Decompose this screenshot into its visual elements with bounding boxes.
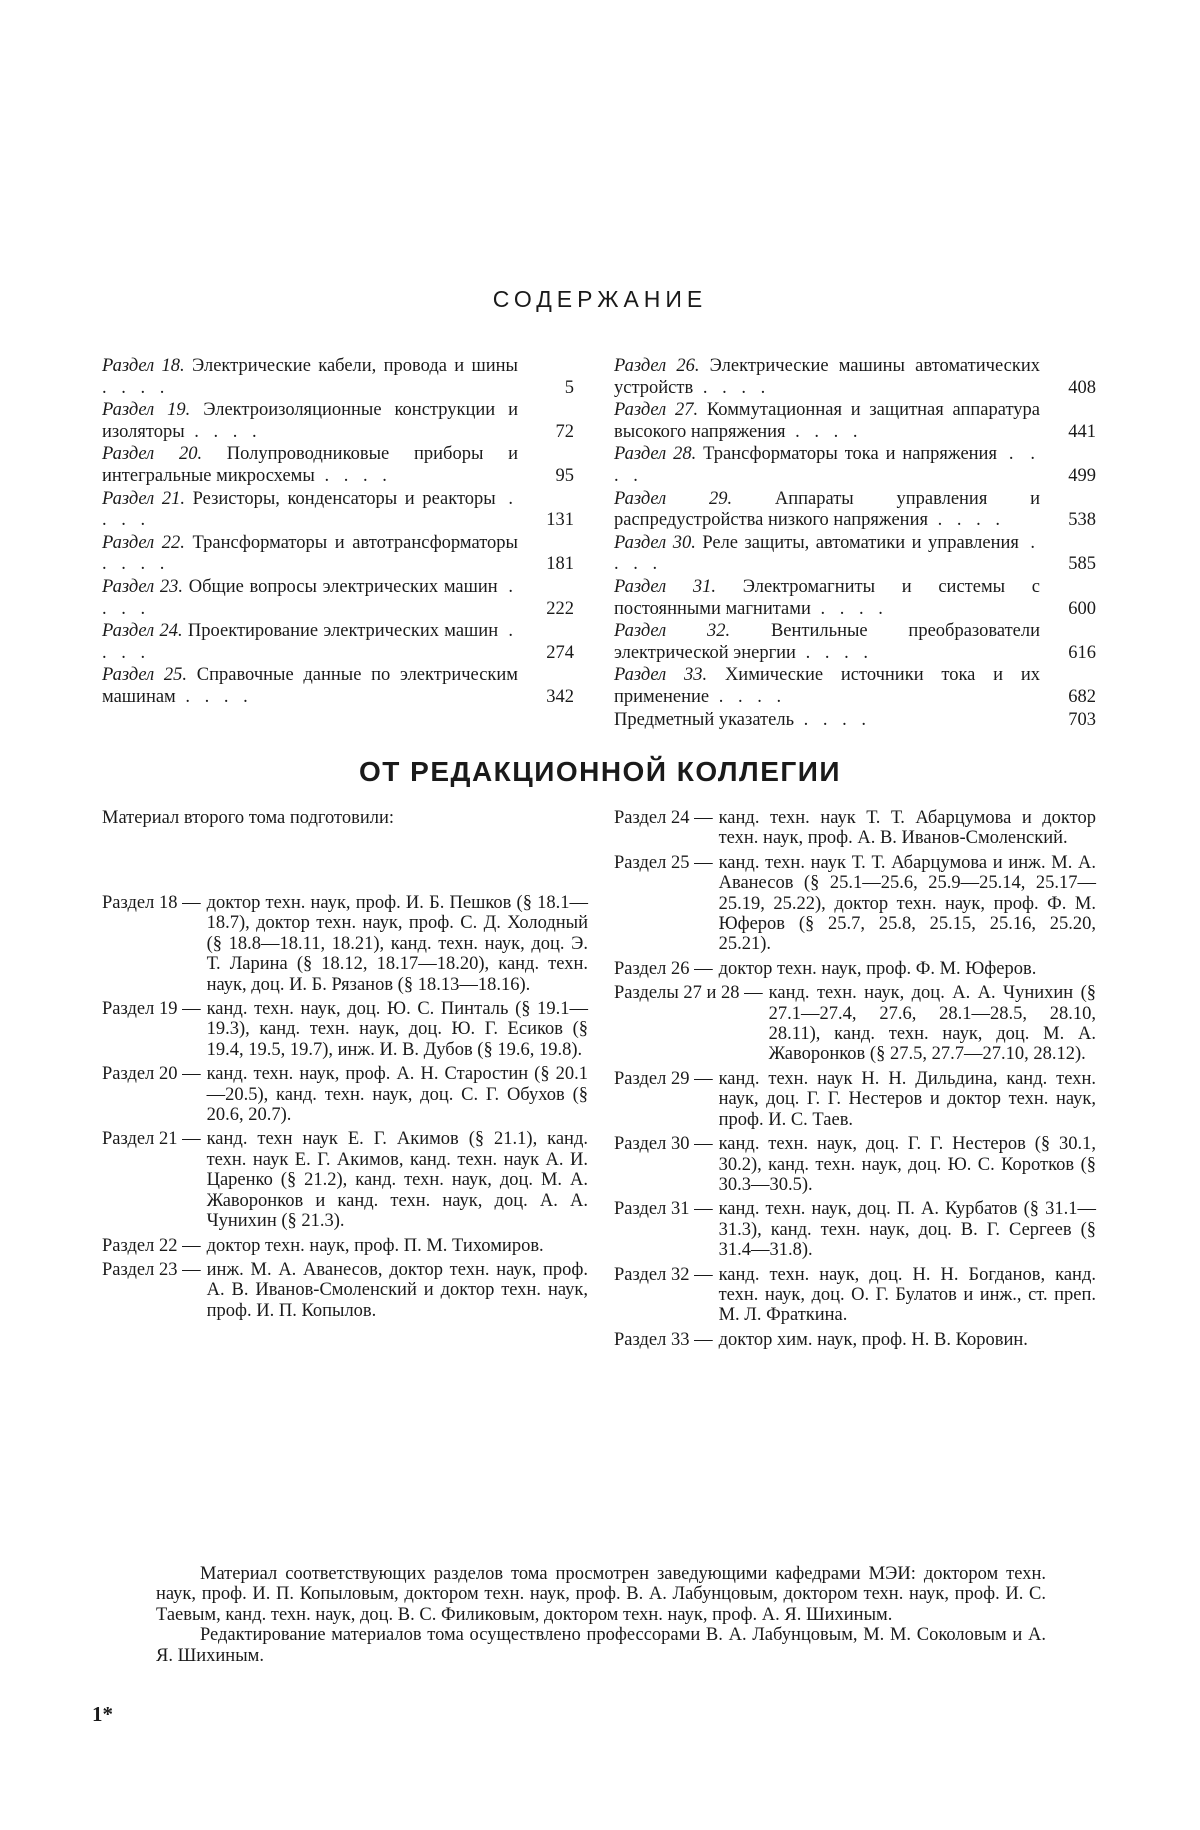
credit-section-label: Раздел 29 — xyxy=(614,1068,713,1089)
toc-leader-dots: . . . . xyxy=(693,377,771,398)
toc-section-label: Раздел 19. xyxy=(102,400,191,421)
toc-section-title: Электроизоляционные конструкции и изоляторы xyxy=(102,400,519,442)
credit-section-label: Раздел 25 — xyxy=(614,852,713,873)
credit-authors: канд. техн. наук Н. Н. Дильдина, канд. техн. наук, доц. Г. Г. Нестеров и доктор техн. наук, проф. И. С. Таев. xyxy=(718,1068,1096,1130)
credit-entry xyxy=(102,893,588,995)
toc-section-label: Раздел 30. xyxy=(614,532,696,553)
credit-entry xyxy=(102,1260,588,1321)
closing-paragraph: Материал соответствующих разделов тома просмотрен заведующими кафедрами МЭИ: доктором техн. наук, проф. И. П. Копыловым, доктором техн. наук, проф. В. А. Лабунцовым, доктором техн. наук, проф. И. С. Таевым, канд. техн. наук, доц. В. С. Филиковым, доктором техн. наук, проф. А. Я. Шихиным. xyxy=(156,1564,1046,1625)
toc-column-right xyxy=(614,356,1096,732)
toc-section-title: Полупроводниковые приборы и интегральные микросхемы xyxy=(102,444,518,486)
toc-page-number: 72 xyxy=(555,421,574,442)
credit-entry xyxy=(614,1069,1096,1130)
toc-page-number: 703 xyxy=(1068,709,1096,730)
credit-authors: инж. М. А. Аванесов, доктор техн. наук, проф. А. В. Иванов-Смоленский и доктор техн. наук, проф. И. П. Копылов. xyxy=(206,1259,588,1321)
toc-page-number: 616 xyxy=(1068,642,1096,663)
toc-leader-dots: . . . . xyxy=(928,510,1005,531)
credit-entry xyxy=(614,1330,1096,1350)
credit-authors: канд. техн. наук, проф. А. Н. Старостин (§ 20.1—20.5), канд. техн. наук, доц. С. Г. Обухов (§ 20.6, 20.7). xyxy=(206,1064,588,1126)
closing-note xyxy=(156,1564,1046,1666)
toc-entry[interactable] xyxy=(614,577,1096,620)
toc-entry[interactable] xyxy=(614,489,1096,532)
closing-paragraph: Редактирование материалов тома осуществлено профессорами В. А. Лабунцовым, М. М. Соколовым и А. Я. Шихиным. xyxy=(156,1625,1046,1666)
credit-authors: канд. техн. наук, доц. Н. Н. Богданов, канд. техн. наук, доц. О. Г. Булатов и инж., ст. преп. М. Л. Фраткина. xyxy=(718,1264,1096,1326)
credit-authors: канд. техн. наук, доц. П. А. Курбатов (§ 31.1—31.3), канд. техн. наук, доц. В. Г. Сергеев (§ 31.4—31.8). xyxy=(718,1199,1096,1261)
toc-page-number: 181 xyxy=(546,554,574,575)
credit-authors: канд. техн. наук, доц. Г. Г. Нестеров (§ 30.1, 30.2), канд. техн. наук, доц. Ю. С. Коротков (§ 30.3—30.5). xyxy=(718,1134,1096,1195)
toc-section-label: Раздел 25. xyxy=(102,665,188,686)
toc-section-label: Раздел 26. xyxy=(614,356,700,376)
toc-page-number: 408 xyxy=(1068,377,1096,398)
toc-entry[interactable] xyxy=(102,533,574,576)
editorial-intro: Материал второго тома подготовили: xyxy=(102,808,395,828)
credit-section-label: Раздел 24 — xyxy=(614,808,713,828)
toc-section-title: Справочные данные по электрическим машинам xyxy=(102,665,519,707)
credit-entry xyxy=(102,999,588,1060)
toc-section-label: Раздел 27. xyxy=(614,400,699,421)
editorial-title: ОТ РЕДАКЦИОННОЙ КОЛЛЕГИИ xyxy=(358,756,842,787)
toc-entry[interactable] xyxy=(614,665,1096,708)
credit-section-label: Раздел 19 — xyxy=(102,999,201,1020)
toc-leader-dots: . . . . xyxy=(709,686,787,707)
toc-section-label: Раздел 28. xyxy=(614,444,697,465)
toc-section-title: Химические источники тока и их применение xyxy=(614,665,1041,707)
toc-entry[interactable] xyxy=(102,444,574,487)
toc-title: СОДЕРЖАНИЕ xyxy=(492,286,708,312)
toc-leader-dots: . . . . xyxy=(175,686,253,707)
toc-section-title: Электрические кабели, провода и шины xyxy=(192,356,518,376)
toc-page-number: 600 xyxy=(1068,598,1096,619)
credit-entry xyxy=(102,1236,588,1256)
credit-section-label: Раздел 18 — xyxy=(102,893,201,913)
toc-section-title: Резисторы, конденсаторы и реакторы xyxy=(192,488,496,509)
toc-entry[interactable] xyxy=(614,533,1096,576)
toc-page-number: 222 xyxy=(546,598,574,619)
credit-authors: канд. техн. наук Т. Т. Абарцумова и инж. М. А. Аванесов (§ 25.1—25.6, 25.9—25.14, 25.17—25.19, 25.22), доктор техн. наук, проф. Ф. М. Юферов (§ 25.7, 25.8, 25.15, 25.16, 25.20, 25.21). xyxy=(718,852,1096,955)
toc-page-number: 95 xyxy=(555,465,574,486)
toc-page-number: 682 xyxy=(1068,686,1096,707)
credit-section-label: Раздел 20 — xyxy=(102,1064,201,1085)
credit-authors: доктор техн. наук, проф. П. М. Тихомиров. xyxy=(206,1235,544,1256)
toc-leader-dots: . . . . xyxy=(184,421,262,442)
credit-authors: канд. техн. наук, доц. А. А. Чунихин (§ 27.1—27.4, 27.6, 28.1—28.5, 28.10, 28.11), канд. техн. наук, доц. М. А. Жаворонков (§ 27.5, 27.7—27.10, 28.12). xyxy=(768,983,1096,1065)
credit-section-label: Разделы 27 и 28 — xyxy=(614,983,763,1004)
toc-section-label: Раздел 33. xyxy=(614,665,708,686)
credit-section-label: Раздел 33 — xyxy=(614,1329,713,1350)
toc-section-label: Раздел 20. xyxy=(102,444,203,465)
toc-section-label: Раздел 24. xyxy=(102,621,183,642)
credit-entry xyxy=(614,1265,1096,1326)
toc-leader-dots: . . . . xyxy=(810,598,888,619)
credit-authors: доктор техн. наук, проф. И. Б. Пешков (§ 18.1—18.7), доктор техн. наук, проф. С. Д. Холодный (§ 18.8—18.11, 18.21), канд. техн. наук, доц. Э. Т. Ларина (§ 18.12, 18.17—18.20), канд. техн. наук, доц. И. Б. Рязанов (§ 18.13—18.16). xyxy=(206,893,588,995)
toc-section-label: Раздел 18. xyxy=(102,356,185,376)
credit-authors: доктор хим. наук, проф. Н. В. Коровин. xyxy=(718,1329,1028,1350)
toc-section-title: Предметный указатель xyxy=(614,709,795,730)
credit-section-label: Раздел 32 — xyxy=(614,1264,713,1285)
toc-page-number: 499 xyxy=(1068,465,1096,486)
toc-section-title: Реле защиты, автоматики и управления xyxy=(702,532,1019,553)
toc-section-label: Раздел 22. xyxy=(102,532,185,553)
credit-authors: канд. техн наук Е. Г. Акимов (§ 21.1), канд. техн. наук Е. Г. Акимов, канд. техн. наук А. И. Царенко (§ 21.2), канд. техн. наук, доц. М. А. Жаворонков и канд. техн. наук, доц. А. А. Чунихин (§ 21.3). xyxy=(206,1129,588,1232)
toc-leader-dots: . . . . xyxy=(102,576,518,619)
credit-entry xyxy=(614,959,1096,979)
toc-section-title: Трансформаторы тока и напряжения xyxy=(703,444,997,465)
toc-entry[interactable] xyxy=(102,577,574,620)
toc-entry[interactable] xyxy=(614,356,1096,399)
credit-authors: канд. техн. наук Т. Т. Абарцумова и доктор техн. наук, проф. А. В. Иванов-Смоленский. xyxy=(718,808,1096,849)
toc-leader-dots: . . . . xyxy=(785,421,863,442)
toc-leader-dots: . . . . xyxy=(102,488,518,531)
toc-section-label: Раздел 29. xyxy=(614,488,733,509)
credit-entry xyxy=(614,1199,1096,1260)
toc-entry[interactable] xyxy=(102,356,574,399)
page-signature-mark: 1* xyxy=(92,1702,113,1726)
credit-section-label: Раздел 21 — xyxy=(102,1129,201,1150)
toc-section-title: Электрические машины автоматических устройств xyxy=(614,356,1040,398)
toc-section-title: Проектирование электрических машин xyxy=(187,621,499,642)
toc-leader-dots: . . . . xyxy=(794,709,872,730)
toc-entry[interactable] xyxy=(102,621,574,664)
toc-entry[interactable] xyxy=(102,489,574,532)
toc-section-title: Общие вопросы электрических машин xyxy=(188,576,498,597)
credit-entry xyxy=(614,1134,1096,1195)
toc-leader-dots: . . . . xyxy=(102,621,519,663)
toc-page-number: 5 xyxy=(564,377,574,398)
toc-page-number: 342 xyxy=(546,686,574,707)
toc-section-title: Аппараты управления и распредустройства низкого напряжения xyxy=(614,488,1040,531)
toc-entry[interactable] xyxy=(614,400,1096,443)
toc-leader-dots: . . . . xyxy=(795,642,873,663)
credit-section-label: Раздел 23 — xyxy=(102,1259,201,1280)
toc-section-label: Раздел 23. xyxy=(102,576,184,597)
toc-leader-dots: . . . . xyxy=(614,532,1041,575)
credit-authors: доктор техн. наук, проф. Ф. М. Юферов. xyxy=(718,958,1037,979)
credit-section-label: Раздел 31 — xyxy=(614,1199,713,1220)
toc-leader-dots: . . . . xyxy=(102,554,170,575)
toc-entry[interactable] xyxy=(614,444,1096,487)
credit-section-label: Раздел 30 — xyxy=(614,1134,713,1155)
toc-section-title: Вентильные преобразователи электрической энергии xyxy=(614,621,1041,663)
toc-page-number: 585 xyxy=(1068,554,1096,575)
toc-page-number: 441 xyxy=(1068,421,1096,442)
toc-leader-dots: . . . . xyxy=(314,465,392,486)
toc-section-title: Трансформаторы и автотрансформаторы xyxy=(192,532,518,553)
toc-entry[interactable] xyxy=(614,621,1096,664)
toc-section-label: Раздел 21. xyxy=(102,488,185,509)
toc-leader-dots: . . . . xyxy=(614,444,1040,486)
toc-section-label: Раздел 32. xyxy=(614,621,731,642)
credit-authors: канд. техн. наук, доц. Ю. С. Пинталь (§ 19.1—19.3), канд. техн. наук, доц. Ю. Г. Есиков (§ 19.4, 19.5, 19.7), инж. И. В. Дубов (§ 19.6, 19.8). xyxy=(206,999,588,1060)
toc-column-left xyxy=(102,356,574,710)
toc-leader-dots: . . . . xyxy=(102,377,170,398)
credits-column-left xyxy=(102,893,588,1325)
credit-entry xyxy=(614,808,1096,849)
credit-section-label: Раздел 26 — xyxy=(614,958,713,979)
toc-entry[interactable] xyxy=(102,400,574,443)
credit-entry xyxy=(102,1129,588,1231)
credit-section-label: Раздел 22 — xyxy=(102,1235,201,1256)
credit-entry xyxy=(102,1064,588,1125)
credit-entry xyxy=(614,983,1096,1065)
toc-page-number: 274 xyxy=(546,642,574,663)
toc-entry[interactable] xyxy=(614,710,1096,732)
toc-section-label: Раздел 31. xyxy=(614,576,717,597)
credit-entry xyxy=(614,853,1096,955)
toc-section-title: Коммутационная и защитная аппаратура высокого напряжения xyxy=(614,400,1041,442)
credits-column-right xyxy=(614,808,1096,1354)
toc-page-number: 538 xyxy=(1068,510,1096,531)
toc-page-number: 131 xyxy=(546,510,574,531)
toc-entry[interactable] xyxy=(102,665,574,708)
toc-section-title: Электромагниты и системы с постоянными магнитами xyxy=(614,576,1040,619)
